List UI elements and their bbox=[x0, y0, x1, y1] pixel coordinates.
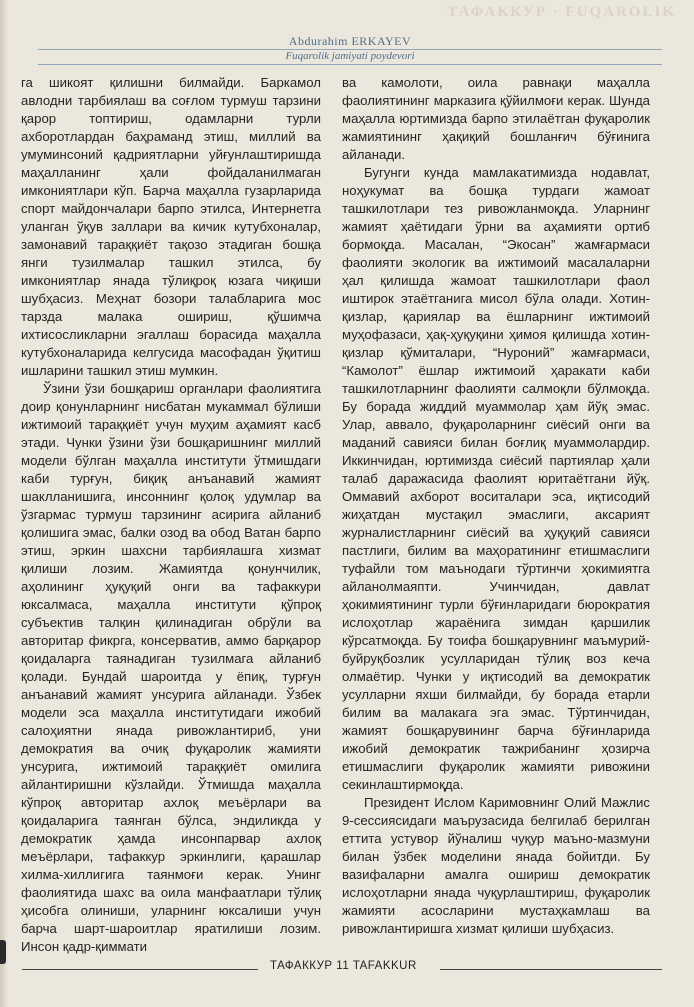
paragraph: Бугунги кунда мамлакатимизда нодавлат, ноҳукумат ва бошқа турдаги жамоат ташкилотлари тез ривожланмоқда. Уларнинг жамият ҳаётидаги ўрни ва аҳамияти ортиб бормоқда. Масалан, “Экосан” жамғармаси фаолияти экологик ва ижтимоий масалаларни ҳал қилишда жамоат ташкилотлари фаол иштирок этаётганига мисол бўла олади. Хотин-қизлар, қариялар ва ёшларнинг ижтимоий муҳофазаси, ҳақ-ҳуқуқини ҳимоя қилишда хотин-қизлар қўмиталари, “Нуроний” жамғармаси, “Камолот” ёшлар ижтимоий ҳаракати каби ташкилотларнинг фаолияти салмоқли бўлмоқда. Бу борада жиддий муаммолар ҳам йўқ эмас. Улар, аввало, фуқароларнинг сиёсий онги ва маданий савияси билан боғлиқ муаммолардир. Иккинчидан, юртимизда сиёсий партиялар ҳали талаб даражасида фаолият юритаётгани йўқ. Оммавий ахборот воситалари эса, иқтисодий жиҳатдан мустақил эмаслиги, аксарият журналистларнинг сиёсий ва ҳуқуқий савияси пастлиги, билим ва маҳоратининг етишмаслиги туфайли том маънодаги тўртинчи ҳокимиятга айланолмаяпти. Учинчидан, давлат ҳокимиятининг турли бўғинларидаги бюрократия ислоҳотлар жараёнига зимдан қаршилик кўрсатмоқда. Бу тоифа бошқарувнинг маъмурий-буйруқбозлик усуллаpидан тўлиқ воз кеча олмаётир. Чунки у иқтисодий ва демократик усулларни яхши билмайди, бу борада етарли билим ва малакага эга эмас. Тўртинчидан, жамият бошқарувининг барча бўғинларида ижобий демократик тажрибанинг ҳозирча етишмаслиги фуқаролик жамияти ривожини секинлаштирмоқда. bbox=[342, 165, 650, 792]
bleed-through-header: ТАФАККУР · FUQAROLIK bbox=[447, 4, 676, 20]
paragraph: га шикоят қилишни билмайди. Баркамол авлодни тарбиялаш ва соғлом турмуш тарзини қарор топтириш, одамларни турли ахборотлардан баҳраманд этиш, миллий ва умуминсоний қадриятларни уйғунлаштиришда маҳалланинг ҳали фойдаланилмаган имкониятлари кўп. Барча маҳалла гузарларида спорт майдончалари барпо этилса, Интернетга уланган ўқув заллари ва кичик кутубхоналар, замонавий тараққиёт тақозо этадиган бошқа янги тузилмалар ташкил этилса, бу имкониятлар янада тўлиқроқ юзага чиқиши шубҳасиз. Меҳнат бозори талабларига мос тарзда малака ошириш, қўшимча ихтисосликларни эгаллаш борасида маҳалла кутубхоналарида келгусида масофадан ўқитиш ишларини ташкил этиш мумкин. bbox=[21, 75, 321, 378]
header-rule-bottom bbox=[38, 64, 662, 65]
paragraph: Ўзини ўзи бошқариш органлари фаолиятига доир қонунларнинг нисбатан мукаммал бўлиши ижтимоий тараққиёт учун муҳим аҳамият касб этади. Чунки ўзини ўзи бошқаришнинг миллий модели бўлган маҳалла институти ўтмишдаги каби турғун, биқиқ анъанавий жамият шаклланишига, инсоннинг қолоқ удумлар ва ўзгармас турмуш тарзининг асирига айланиб қолишига эмас, балки озод ва обод Ватан барпо этиш, эркин шахсни тарбиялашга хизмат қилиши лозим. Жамиятда қонунчилик, аҳолининг ҳуқуқий онги ва тафаккури юксалмаса, маҳалла институти қўпроқ субъектив талқин қилинадиган обрўли ва авторитар фикрга, консерватив, аммо барқарор қоидаларга таянадиган тузилмага айланиб қолади. Бундай шароитда у ёпиқ, турғун анъанавий жамият унсурига айланади. Ўзбек модели эса маҳалла институтидаги ижобий салоҳиятни янада ривожлантириб, уни демократия ва очиқ фуқаролик жамияти унсурига, ижтимоий тараққиёт омилига айлантиришни кўзлайди. Ўтмишда маҳалла кўпроқ авторитар ахлоқ меъёрлари ва қоидаларига таянган бўлса, эндиликда у демократик ҳамда инсонпарвар ахлоқ меъёрлари, тафаккур эркинлиги, қарашлар хилма-хиллигига таянмоғи керак. Унинг фаолиятида шахс ва оила манфаатлари тўлиқ ҳисобга олиниши, уларнинг юксалиши учун барча шарт-шароитлар яратилиши лозим. Инсон қадр-қиммати bbox=[21, 381, 321, 954]
running-header bbox=[38, 34, 662, 62]
left-text-column bbox=[21, 74, 321, 954]
paragraph: ва камолоти, оила равнақи маҳалла фаолиятининг марказига қўйилмоғи керак. Шунда маҳалла юртимизда барпо этилаётган фуқаролик жамиятининг ҳақиқий бошланғич бўғинига айланади. bbox=[342, 75, 650, 162]
page-spine-shadow bbox=[0, 0, 8, 1007]
footer-rule-right bbox=[440, 969, 662, 970]
footer-folio: ТАФАККУР 11 TAFAKKUR bbox=[270, 960, 417, 972]
binding-mark bbox=[0, 940, 6, 964]
article-series-title: Fuqarolik jamiyati poydevori bbox=[285, 50, 415, 62]
footer-rule-left bbox=[22, 969, 258, 970]
paragraph: Президент Ислом Каримовнинг Олий Мажлис 9-сессиясидаги маърузасида белгилаб берилган еттита устувор йўналиш чуқур маъно-мазмуни билан ўзбек моделини янада бойитди. Бу вазифаларни амалга ошириш демократик ислоҳотларни янада чуқурлаштириш, фуқаролик жамияти асосларини мустаҳкамлаш ва ривожлантиришга хизмат қилиши шубҳасиз. bbox=[342, 795, 650, 936]
right-text-column bbox=[342, 74, 650, 936]
author-name: Abdurahim ERKAYEV bbox=[288, 34, 412, 48]
page-footer bbox=[22, 960, 662, 978]
